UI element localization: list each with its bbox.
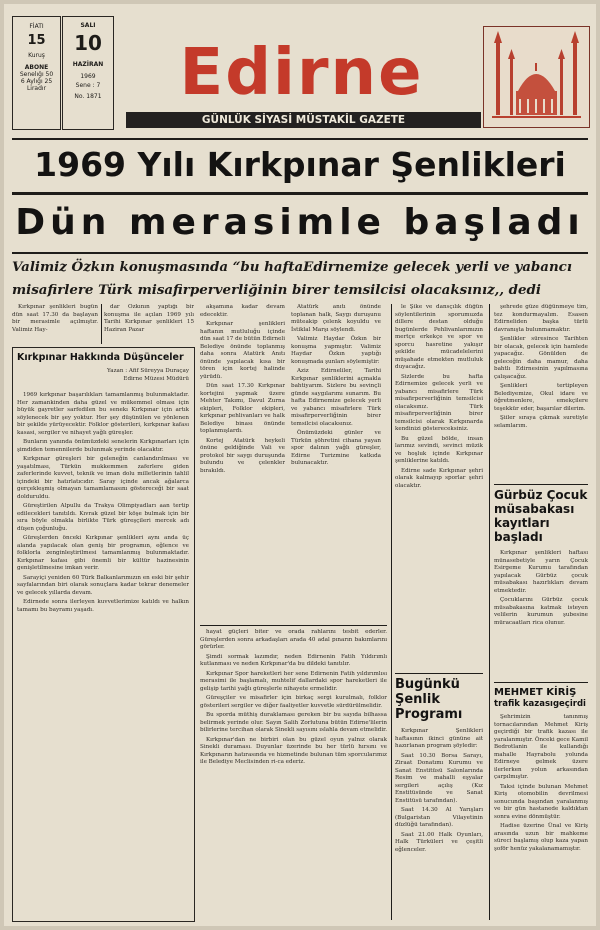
article-body: 1969 kırkpınar başarılıkları tamamlanmış bulunmaktadır. Her zamankinden daha güzel ve mükemmel olması için büyük gayretler sarfedilen bu senekı Kırkpınar için artık söylenecek bir şey yoktur. Her şey düşünülen ve yönlenen bir şekilde yürüyecektir. Folklor gösterileri, kırkpınar kafası kasasi, sergiler ve nihayet yağlı güreşler. Bunların yanında önümüzdeki senelerin Kırkpınarları için şimdiden temennilerde bulunmak yerinde olacaktır. Kırkpınar güreşleri bir geleneğin canlandırılması ve yaşatılması, Türkün mukkemmen zaferlere giden zaferlerinde kuvvet, teknik ve iman dolu milletlerinin tahlil içindeki bir hatırlatıcıdır. Saray içinde ancak ağalarca gerçekleşmiş olmayan tamamlamasını göstereceği bir saat dolduruldu. Güreştirilen Alpullu da Trakya Olimpiyadları aan tertip edilecekleri tanıtıldı. Kıvrak güzel bir köşe bulmak için bir sıra böyle olmakla birlikte Türk güreşçileri mercek adı düşen çoğunluğu. Güreşlerden önceki Kırkpınar şenlikleri aynı anda üç alanda yapılacak olan geniş bir programın, eğlence ve folklorla zenginleştirilmesi tamamlanmış bulunmaktadır. Kırkpınar kafası gibi önemli bir kültür hazinesinin genişletilmesine imkan verir. Sarayiçi yeniden 60 Türk Balkanlarımızın en eski bir şehir sayfalarından biri olarak sonuçlara kadar tekrar denemeler ve gelecek yıllarda devam. Edirnede sonra ilerleyen kuvvetlerimize katıldı ve halkın tamamı bu bayramı yaşadı. [17, 392, 189, 613]
price-value: 15 [27, 33, 46, 48]
article-body: şehrede güze düğünmeye tim, tez kondurmayalım. Esasen Edirneliden başka türlü davranışta bulunmamaktır. Şenlikler süresince Tarihten bir olacak, gelecek için hamlede yapacağız. Gönülden de geleceğin daha mamur, daha bahtlı Edirnesinin yapılmasına çalışacağız. Şenlikleri tertipleyen Belediyemize, Okul idare ve öğretmenlere, emekçilere teşekkür eder, başarılar dilerim. Şiiler sıraya çıkmak suretiyle selamlarım. [494, 304, 588, 429]
subscription-line: Liradır [26, 85, 47, 92]
article-body: le Şike ve dansçılık düğün söylentilerinin sporumuzda dillere destan olduğu bugünlerde Pehlivanlarımızın mertçe erkekçe ve spor ve sporcu hasretine yakışır şekilde mücadelelerini müşahade etmekten mutluluk duyacağız. Sizlerde bu hafta Edirnemize gelecek yerli ve yabancı misafirlere Türk misafirperverliğinin temsilcisi olacaksınız. Türk misafirperverliğinin birer temsilcisi olarak Kırkpınarda kendinizi göstereceksiniz. Bu güzel bölde, insan larımız sevindi, sevinci müzik ve hoşluk içinde Kırkpınar şenliklerine katıldı. Edirne sade Kırkpınar şehri olarak kalmayıp sporlar şehri olacaktır. [395, 304, 483, 489]
newspaper-page [4, 4, 596, 926]
price-box [12, 16, 61, 130]
article-byline: Yazan : Afif Süreyya Duraçay Edirne Müzesi Müdürü [106, 368, 189, 382]
subscription-line: Senelığı 50 [19, 71, 54, 78]
article-body: Atatürk anıtı önünde toplanan halk, Saygı duruşunu müteakip çelenk koyuldu ve İstiklal Marşı söylendi. Valimiz Haydar Özkın bir konuşma yapmıştır. Valimiz Haydar Özkın yaptığı konuşmada şunları söylemiştir: Aziz Edirneliler, Tarihi Kırkpınar şenliklerini açmakla bahtiyarım. Sizlere bu sevinçli günde saygılarımı sunarım. Bu hafta Edirnemize gelecek yerli ve yabancı misafirlere Türk misafirperverliğinin birer temsilcisi olacaksınız. Önümüzdeki günler ve Türkün şöhretini cihana yayan spor dalının yağlı güreşler, Edirne Turizmine katkıda bulunacaktır. [291, 304, 381, 466]
article-title: Bugünkü Şenlik Programı [395, 677, 463, 722]
section-rule [494, 682, 588, 683]
subheadline-line-2: misafirlere Türk misafirperverliğinin birer temsilcisi olacaksınız,, dedi [12, 282, 541, 298]
article-body: Kırkpınar şenlikleri haftası münasebetiyle yarın Çocuk Esirgeme Kurumu tarafından yapılacak Gürbüz çocuk müsabakası hazırlıkları devam etmektedir. Çocuklarını Gürbüz çocuk müsabakasına katmak isteyen velilerin kurumun şubesine müracaatları rica olunur. [494, 550, 588, 626]
headline-rule-2 [12, 252, 588, 254]
column-divider [391, 304, 392, 920]
article-title: MEHMET KİRİŞ [494, 687, 577, 698]
subscription-line: 6 Aylığı 25 [20, 78, 53, 85]
article-body: akşamına kadar devam edecektir. Kırkpınar şenlikleri haftanın mutluluğu içinde dün saat 17 de bütün Edirneli Belediye önünde toplanmış daha sonra Atatürk Anıtı önünde yapılacak kısa bir tören için kortej halinde yürüdü. Dün saat 17.30 Kırkpınar kortejini yapmak üzere Mehter Takımı, Davul Zurna ekipleri, Folklor ekipleri, kırkpınar pehlivanları ve halk Belediye binası önünde toplanmışlardı. Kortej Atatürk heykeli önüne geldiğinde Vali ve protokol bir saygı duruşunda bulundu ve çelenkler bırakıldı. [200, 304, 285, 474]
article-box [12, 347, 195, 922]
price-label: FİATI [29, 23, 44, 30]
price-unit: Kuruş [28, 52, 45, 59]
subheadline-line-1: Valimiz Özkın konuşmasında “bu haftaEdirnemize gelecek yerli ve yabancı [12, 259, 572, 275]
newspaper-subtitle: GÜNLÜK SİYASİ MÜSTAKİL GAZETE [126, 112, 481, 128]
article-body: Şehrimizin tanınmış tornacılarından Mehmet Kiriş geçirdiği bir trafik kazası ile yaralanmıştır. Önceki gece Kamil Bedrotlanin ile kullandığı mahalle Hayrabolu yolunda Edirneye gelmek üzere ilerlerken yolun arkasından çarpılmıştır. Taksi içinde bulunan Mehmet Kiriş otomobilin devrilmesi sonucunda başından yaralanmış ve bir gün hastanede kaldıktan sonra evine dönmüştür. Hadise üzerine Ünal ve Kiriş arasında uzun bir mahkeme süreci başlamış olup kaza yapan şoför henüz yakalanamamıştır. [494, 714, 588, 852]
column-divider [101, 304, 102, 344]
issue-box [62, 16, 114, 130]
lead-paragraph-right: dar Özkının yaptığı bir konuşma ile açılan 1969 yılı Tarihi Kırkpınar şenlikleri 15 Haziran Pazar [104, 304, 194, 333]
article-title: Gürbüz Çocuk müsabakası kayıtları başladı [494, 488, 588, 544]
issue-month: HAZİRAN [72, 61, 104, 68]
article-subtitle: trafik kazasıgeçirdi [494, 699, 586, 709]
subscription-label: ABONE [24, 64, 49, 71]
issue-volume: Sene : 7 [75, 82, 101, 89]
headline-rule [12, 192, 588, 195]
issue-year: 1969 [80, 73, 96, 80]
lead-paragraph-left: Kırkpınar şenlikleri bugün dün saat 17.30 da başlayan bir merasimle açılmıştır. Valimiz Hay- [12, 304, 98, 333]
section-rule [395, 673, 483, 674]
section-rule [494, 484, 588, 485]
mosque-illustration [483, 26, 590, 128]
section-rule [200, 625, 387, 626]
mosque-icon [484, 27, 589, 127]
article-body: hayat güçleri biter ve orada rahlarını tesbit ederler. Güreşlerden sonra arkadaşları arada 40 adal pınarın bakımlarını görürler. Şimdi sormak lazımdır, neden Edirnenin Fatih Yıldırımlı kutlanması ve neden Kırkpınar'da bu dildeki tanıtılır. Kırkpınar Spor hareketleri her sene Edirnenin Fatih yıldırımlısı merasimi ile başlamalı, muhtelif dallardaki spor hareketleri ile gelişip tarihi yağlı güreşlerle nihayete ermelidir. Güreşçiler ve misafirler için birkaç sergi kurulmalı, folklor gösterileri sergiler ve diğer faaliyetler kuvvetle sürdürülmelidir. Bu sporda müthiş duraklaması gereken bir bu sayıda bilhassa belirmek yerinde olur. Sayın Salih Zorlutuna bütün Edirne'lilerin bilirlerine tercihan olarak Sinekli sayısını ıslahla devam etmelidir. Kırkpınar'dan ne birbiri olan bu güzel oyun yalnız olarak Sinekli duraması. Duyunlar üzerinde bu her türlü hırsını ve Kırkpınarın hatırasında ve hizmetinde bulunan tüm sporcularımız ile Belediye Meclisinden ri-ca ederiz. [200, 629, 387, 765]
issue-day-name: SALI [80, 22, 96, 29]
article-body: Kırkpınar Şenlikleri haftasının ikinci gününe ait hazırlanan program şöyledir: Saat 10.30 Borsa Sarayı, Ziraat Donatımı Kurumu ve Sanat Enstitüsü Salonlarında Resim ve mahalli eşyalar sergileri açılış (Kız Enstitüsünde ve Sanat Enstitüsü tarafından). Saat 14.30 Al Yarışları (Bulgaristan Vilayetinin düzlüğü tarafından). Saat 21.00 Halk Oyunları, Halk Türküleri ve çeşitli eğlenceler. [395, 728, 483, 853]
article-title: Kırkpınar Hakkında Düşünceler [17, 352, 184, 363]
headline-primary: 1969 Yılı Kırkpınar Şenlikleri [34, 145, 566, 184]
headline-secondary: Dün merasimle başladı [15, 202, 585, 243]
newspaper-title: Edirne [179, 36, 424, 110]
issue-day-number: 10 [74, 31, 102, 55]
masthead-rule [12, 138, 588, 140]
issue-number: No. 1871 [74, 93, 102, 100]
column-divider [489, 304, 490, 920]
